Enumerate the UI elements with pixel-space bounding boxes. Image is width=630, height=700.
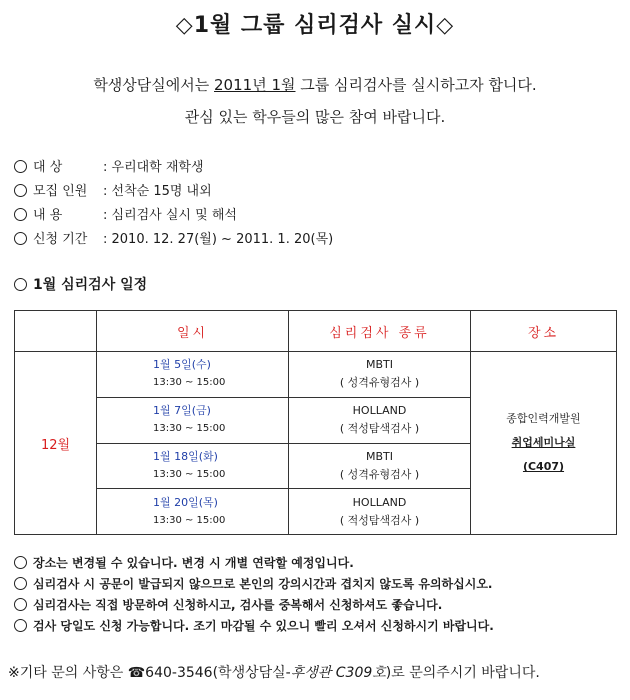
note-text: 심리검사는 직접 방문하여 신청하시고, 검사를 중복해서 신청하셔도 좋습니다. — [33, 598, 443, 612]
place-cell — [471, 352, 617, 535]
test-cell — [289, 443, 471, 489]
datetime-cell — [97, 352, 289, 398]
date: 1월 18일(화) — [153, 449, 218, 463]
circle-bullet-icon — [14, 184, 27, 197]
info-period — [14, 228, 333, 252]
info-label: 모집 인원 — [33, 184, 88, 199]
info-list — [14, 156, 333, 252]
note-item — [14, 616, 494, 637]
header-datetime: 일시 — [97, 311, 289, 352]
info-target — [14, 156, 333, 180]
test-desc: ( 적성탐색검사 ) — [339, 422, 420, 436]
info-value: : 2010. 12. 27(월) ~ 2011. 1. 20(목) — [103, 232, 334, 247]
header-blank — [15, 311, 97, 352]
test-name: HOLLAND — [352, 495, 407, 509]
intro-text: 학생상담실에서는 — [93, 76, 215, 94]
place-line-2: 취업세미나실 — [511, 436, 576, 449]
schedule-heading — [14, 274, 147, 294]
circle-bullet-icon — [14, 232, 27, 245]
intro-line-1 — [0, 74, 630, 95]
test-desc: ( 적성탐색검사 ) — [339, 513, 420, 527]
time: 13:30 ~ 15:00 — [153, 468, 226, 480]
time: 13:30 ~ 15:00 — [153, 423, 226, 435]
info-value: : 심리검사 실시 및 해석 — [103, 208, 237, 223]
datetime-cell — [97, 397, 289, 443]
date: 1월 20일(목) — [153, 495, 218, 509]
table-header-row — [15, 311, 617, 352]
test-name: MBTI — [365, 358, 393, 372]
note-item — [14, 553, 494, 574]
note-text: 심리검사 시 공문이 발급되지 않으므로 본인의 강의시간과 겹치지 않도록 유의하십시오. — [33, 577, 493, 591]
info-label: 대 상 — [33, 160, 63, 175]
contact-footer — [8, 662, 540, 682]
test-cell — [289, 397, 471, 443]
note-text: 검사 당일도 신청 가능합니다. 조기 마감될 수 있으니 빨리 오셔서 신청하시기 바랍니다. — [33, 619, 494, 633]
circle-bullet-icon — [14, 577, 27, 590]
circle-bullet-icon — [14, 208, 27, 221]
place-line-1: 종합인력개발원 — [506, 412, 581, 425]
footer-location: 후생관 C309호 — [290, 665, 386, 681]
date: 1월 7일(금) — [153, 404, 211, 418]
schedule-table — [14, 310, 617, 535]
notes-list — [14, 553, 494, 637]
circle-bullet-icon — [14, 278, 27, 291]
footer-text: ※기타 문의 사항은 ☎640-3546(학생상담실- — [8, 665, 291, 681]
time: 13:30 ~ 15:00 — [153, 514, 226, 526]
note-text: 장소는 변경될 수 있습니다. 변경 시 개별 연락할 예정입니다. — [33, 556, 354, 570]
circle-bullet-icon — [14, 598, 27, 611]
datetime-cell — [97, 489, 289, 535]
time: 13:30 ~ 15:00 — [153, 377, 226, 389]
header-place: 장소 — [471, 311, 617, 352]
note-item — [14, 574, 494, 595]
datetime-cell — [97, 443, 289, 489]
schedule-title: 1월 심리검사 일정 — [33, 277, 148, 293]
place-line-3: (C407) — [522, 460, 565, 473]
test-name: HOLLAND — [352, 404, 407, 418]
header-test-type: 심리검사 종류 — [289, 311, 471, 352]
test-desc: ( 성격유형검사 ) — [339, 376, 420, 390]
circle-bullet-icon — [14, 619, 27, 632]
circle-bullet-icon — [14, 160, 27, 173]
month-cell: 12월 — [15, 352, 97, 535]
test-desc: ( 성격유형검사 ) — [339, 467, 420, 481]
intro-date: 2011년 1월 — [214, 76, 296, 94]
footer-text: )로 문의주시기 바랍니다. — [385, 665, 540, 681]
test-name: MBTI — [365, 449, 393, 463]
info-label: 내 용 — [33, 208, 63, 223]
info-value: : 우리대학 재학생 — [103, 160, 204, 175]
page-title: ◇1월 그룹 심리검사 실시◇ — [175, 13, 455, 38]
date: 1월 5일(수) — [153, 358, 211, 372]
intro-line-2: 관심 있는 학우들의 많은 참여 바랍니다. — [184, 108, 446, 126]
info-label: 신청 기간 — [33, 232, 88, 247]
note-item — [14, 595, 494, 616]
table-row — [15, 352, 617, 398]
intro-text: 그룹 심리검사를 실시하고자 합니다. — [295, 76, 537, 94]
info-content — [14, 204, 333, 228]
test-cell — [289, 352, 471, 398]
test-cell — [289, 489, 471, 535]
info-capacity — [14, 180, 333, 204]
info-value: : 선착순 15명 내외 — [103, 184, 212, 199]
circle-bullet-icon — [14, 556, 27, 569]
